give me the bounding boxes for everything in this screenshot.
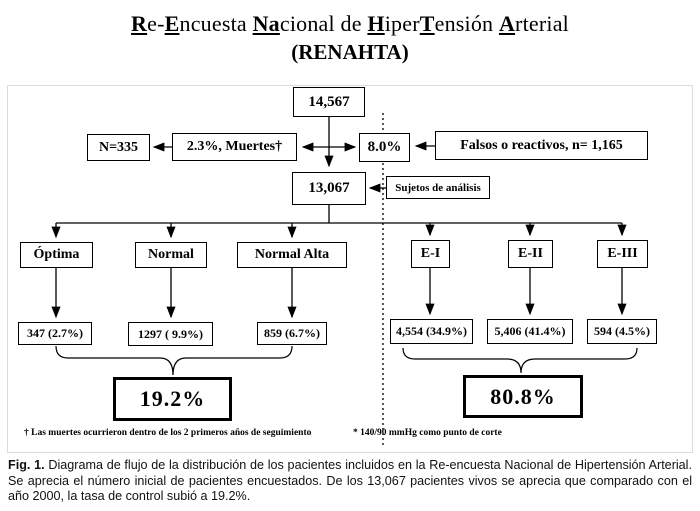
- title-initial: E: [164, 11, 180, 36]
- title-initial: A: [498, 11, 516, 36]
- left-brace: [56, 346, 292, 375]
- category-box-normal-alta: Normal Alta: [237, 242, 347, 268]
- deaths-box: 2.3%, Muertes†: [172, 133, 297, 161]
- normotensive-total-box: 19.2%: [113, 377, 232, 421]
- title-initial: R: [131, 11, 148, 36]
- value-box-normal-alta: 859 (6.7%): [257, 322, 327, 345]
- value-box-e2: 5,406 (41.4%): [487, 319, 573, 344]
- footnote-cutoff: * 140/90 mmHg como punto de corte: [353, 428, 502, 438]
- hypertensive-total-box: 80.8%: [463, 375, 583, 418]
- category-box-e1: E-I: [411, 240, 450, 268]
- title-initial: T: [419, 11, 435, 36]
- value-box-e3: 594 (4.5%): [587, 319, 657, 344]
- category-box-optima: Óptima: [20, 242, 93, 268]
- false-reactive-box: Falsos o reactivos, n= 1,165: [435, 131, 648, 160]
- caption-label: Fig. 1.: [8, 458, 45, 472]
- category-box-e3: E-III: [597, 240, 648, 268]
- analysis-subjects-box: 13,067: [292, 172, 366, 205]
- caption-text: Diagrama de flujo de la distribución de los pacientes incluidos en la Re-encuesta Nacional de Hipertensión Arterial. Se aprecia el número inicial de pacientes encuestados. De los 13,067 pacientes vivos se aprecia que comparado con el año 2000, la tasa de control subió a 19.2%.: [8, 458, 692, 504]
- page-title: Re-Encuesta Nacional de HiperTensión Arterial: [131, 11, 569, 36]
- figure-caption: [8, 458, 692, 505]
- total-box: 14,567: [293, 87, 365, 117]
- footnote-deaths: † Las muertes ocurrieron dentro de los 2 primeros años de seguimiento: [24, 428, 312, 438]
- value-box-e1: 4,554 (34.9%): [390, 319, 473, 344]
- value-box-optima: 347 (2.7%): [18, 322, 92, 345]
- page-subtitle: (RENAHTA): [291, 40, 409, 64]
- right-brace: [403, 348, 637, 373]
- category-box-e2: E-II: [508, 240, 553, 268]
- deaths-n-box: N=335: [87, 134, 150, 161]
- title-initial: H: [367, 11, 385, 36]
- title-initial: Na: [252, 11, 280, 36]
- false-reactive-pct-box: 8.0%: [359, 133, 410, 162]
- category-box-normal: Normal: [135, 242, 207, 268]
- subjects-label-box: Sujetos de análisis: [386, 176, 490, 199]
- value-box-normal: 1297 ( 9.9%): [128, 322, 213, 346]
